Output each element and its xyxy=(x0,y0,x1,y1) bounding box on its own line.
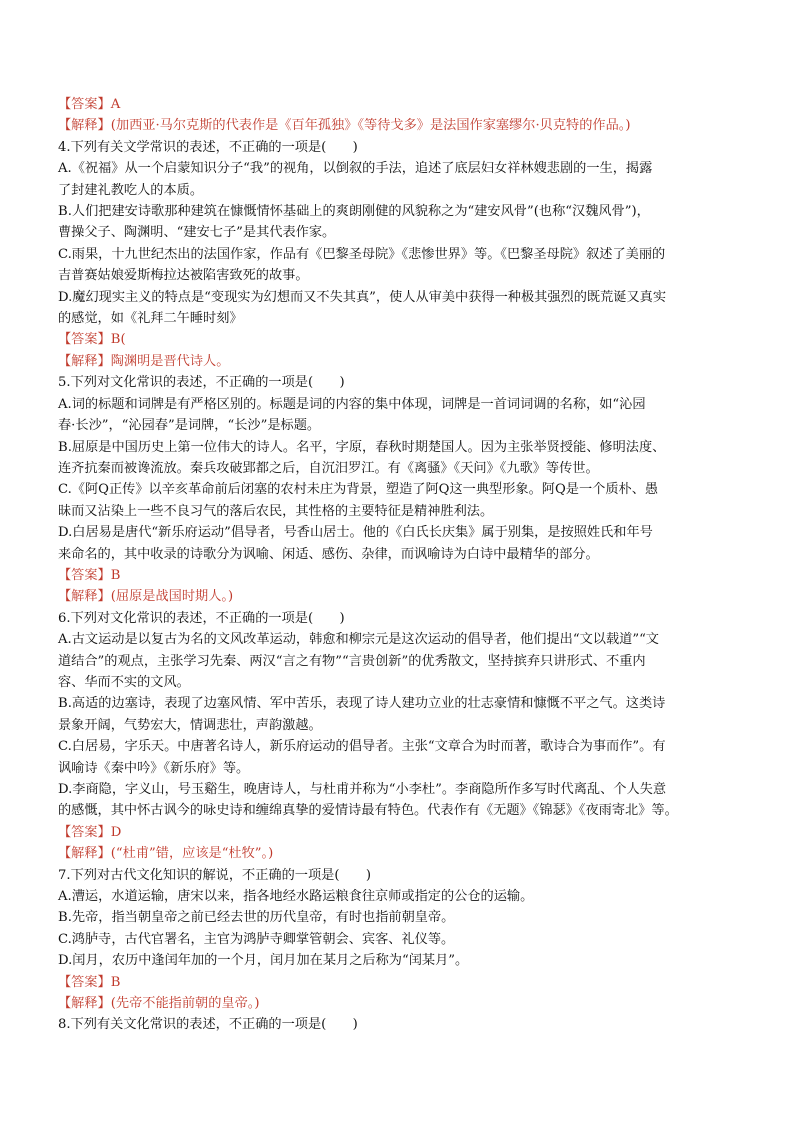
explanation-label: 【解释】 xyxy=(58,996,111,1012)
answer-value: B( xyxy=(110,332,126,348)
answer-line xyxy=(58,565,738,586)
text-line: 的感觉，如《礼拜二午睡时刻》 xyxy=(58,311,243,327)
answer-line xyxy=(58,94,738,115)
explanation-line xyxy=(58,843,738,864)
text-line: 景象开阔，气势宏大，情调悲壮，声韵激越。 xyxy=(58,717,322,733)
explanation-text: (“杜甫”错，应该是“杜牧”。) xyxy=(110,846,274,862)
text-line: 7.下列对古代文化知识的解说，不正确的一项是( ) xyxy=(58,867,371,883)
text-line: 了封建礼教吃人的本质。 xyxy=(58,182,204,198)
answer-value: B xyxy=(110,567,121,583)
explanation-label: 【解释】 xyxy=(58,118,111,134)
text-line: B.人们把建安诗歌那种建筑在慷慨情怀基础上的爽朗刚健的风貌称之为“建安风骨”(也称“汉魏风骨”)， xyxy=(58,204,650,220)
text-line: C.《阿Q正传》以辛亥革命前后闭塞的农村未庄为背景，塑造了阿Q这一典型形象。阿Q是一个质朴、愚 xyxy=(58,482,659,498)
answer-label: 【答案】 xyxy=(58,97,111,112)
answer-line xyxy=(58,972,738,993)
document-page xyxy=(58,94,738,1036)
text-line: D.白居易是唐代“新乐府运动”倡导者，号香山居士。他的《白氏长庆集》属于别集，是按照姓氏和年号 xyxy=(58,525,653,541)
text-line: D.魔幻现实主义的特点是“变现实为幻想而又不失其真”，使人从审美中获得一种极其强烈的既荒诞又真实 xyxy=(58,289,667,305)
text-line: 6.下列对文化常识的表述，不正确的一项是( ) xyxy=(58,610,345,626)
explanation-label: 【解释】 xyxy=(58,589,111,605)
explanation-line xyxy=(58,115,738,136)
text-line: 春·长沙”，“沁园春”是词牌，“长沙”是标题。 xyxy=(58,418,321,434)
text-line: 4.下列有关文学常识的表述，不正确的一项是( ) xyxy=(58,139,358,155)
explanation-text: (先帝不能指前朝的皇帝。) xyxy=(110,996,260,1012)
text-line: B.先帝，指当朝皇帝之前已经去世的历代皇帝，有时也指前朝皇帝。 xyxy=(58,910,455,926)
text-line: A.词的标题和词牌是有严格区别的。标题是词的内容的集中体现，词牌是一首词词调的名称，如“沁园 xyxy=(58,396,646,412)
text-line: 8.下列有关文化常识的表述，不正确的一项是( ) xyxy=(58,1017,358,1033)
text-line: 道结合”的观点，主张学习先秦、两汉“言之有物”“言贵创新”的优秀散文，坚持摈弃只讲形式、不重内 xyxy=(58,653,646,669)
answer-line xyxy=(58,822,738,843)
text-line: D.闰月，农历中逢闰年加的一个月，闰月加在某月之后称为“闰某月”。 xyxy=(58,953,469,969)
answer-value: B xyxy=(110,974,121,990)
explanation-text: (加西亚·马尔克斯的代表作是《百年孤独》《等待戈多》是法国作家塞缪尔·贝克特的作品。) xyxy=(110,118,631,134)
text-line: D.李商隐，字义山，号玉谿生，晚唐诗人，与杜甫并称为“小李杜”。李商隐所作多写时代离乱、个人失意 xyxy=(58,782,667,797)
text-line: 昧而又沾染上一些不良习气的落后农民，其性格的主要特征是精神胜利法。 xyxy=(58,503,494,519)
text-line: 来命名的，其中收录的诗歌分为讽喻、闲适、感伤、杂律，而讽喻诗为白诗中最精华的部分。 xyxy=(58,546,599,562)
explanation-label: 【解释】 xyxy=(58,846,111,862)
text-line: 讽喻诗《秦中吟》《新乐府》等。 xyxy=(58,760,250,776)
answer-label: 【答案】 xyxy=(58,332,111,348)
text-line: 连齐抗秦而被谗流放。秦兵攻破郢都之后，自沉汨罗江。有《离骚》《天问》《九歌》等传世。 xyxy=(58,460,599,476)
answer-label: 【答案】 xyxy=(58,974,111,990)
text-line: A.漕运，水道运输，唐宋以来，指各地经水路运粮食往京师或指定的公仓的运输。 xyxy=(58,889,534,905)
answer-value: A xyxy=(110,97,121,112)
text-line: 容、华而不实的文风。 xyxy=(58,674,190,690)
text-line: B.屈原是中国历史上第一位伟大的诗人。名平，字原，春秋时期楚国人。因为主张举贤授能、修明法度、 xyxy=(58,439,666,455)
text-line: 吉普赛姑娘爱斯梅拉达被陷害致死的故事。 xyxy=(58,268,309,284)
answer-label: 【答案】 xyxy=(58,567,111,583)
text-line: C.白居易，字乐天。中唐著名诗人，新乐府运动的倡导者。主张“文章合为时而著，歌诗合为事而作”。有 xyxy=(58,739,666,755)
text-line: C.鸿胪寺，古代官署名，主官为鸿胪寺卿掌管朝会、宾客、礼仪等。 xyxy=(58,931,455,947)
answer-value: D xyxy=(110,824,122,840)
text-line: C.雨果，十九世纪杰出的法国作家，作品有《巴黎圣母院》《悲惨世界》等。《巴黎圣母院》叙述了美丽的 xyxy=(58,246,666,262)
explanation-text: 陶渊明是晋代诗人。 xyxy=(110,353,230,369)
answer-label: 【答案】 xyxy=(58,824,111,840)
explanation-line xyxy=(58,351,738,372)
text-line: B.高适的边塞诗，表现了边塞风情、军中苦乐，表现了诗人建功立业的壮志豪情和慷慨不平之气。这类诗 xyxy=(58,696,666,712)
answer-line xyxy=(58,329,738,350)
explanation-text: (屈原是战国时期人。) xyxy=(110,589,234,605)
text-line: A.古文运动是以复古为名的文风改革运动，韩愈和柳宗元是这次运动的倡导者，他们提出“文以载道”“文 xyxy=(58,632,659,648)
text-line: 5.下列对文化常识的表述，不正确的一项是( ) xyxy=(58,375,345,391)
explanation-line xyxy=(58,586,738,607)
explanation-label: 【解释】 xyxy=(58,353,111,369)
text-line: 曹操父子、陶渊明、“建安七子”是其代表作家。 xyxy=(58,225,336,241)
explanation-line xyxy=(58,993,738,1014)
text-line: A.《祝福》从一个启蒙知识分子“我”的视角，以倒叙的手法，追述了底层妇女祥林嫂悲剧的一生，揭露 xyxy=(58,161,653,177)
text-line: 的感慨，其中怀古讽今的咏史诗和缠绵真挚的爱情诗最有特色。代表作有《无题》《锦瑟》《夜雨寄北》等。 xyxy=(58,803,678,819)
